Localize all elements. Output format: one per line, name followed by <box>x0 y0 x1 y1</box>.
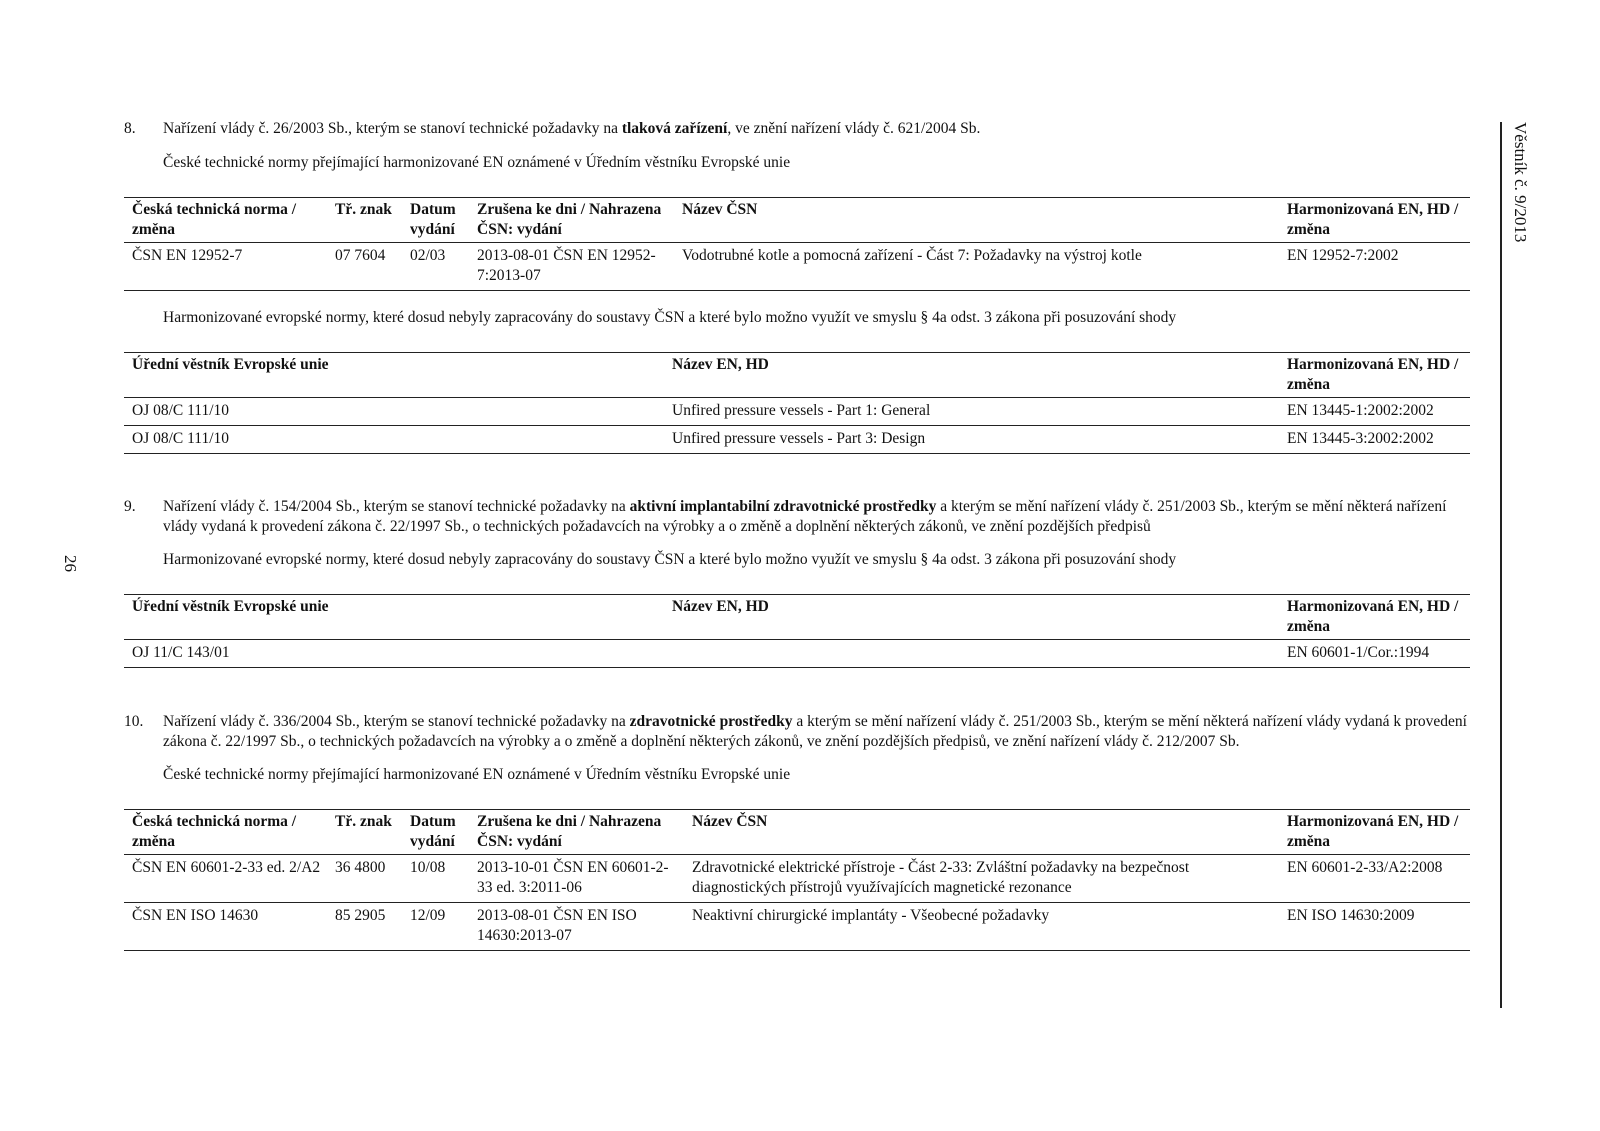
col-header-cancelled: Zrušena ke dni / Nahrazena ČSN: vydání <box>469 810 684 855</box>
table-row <box>124 426 1470 454</box>
cell-en-name: Unfired pressure vessels - Part 3: Design <box>664 426 1279 454</box>
section-8-text-pre: Nařízení vlády č. 26/2003 Sb., kterým se stanoví technické požadavky na <box>163 120 622 137</box>
cell-class: 07 7604 <box>327 243 402 291</box>
cell-harmonized: EN 60601-1/Cor.:1994 <box>1279 640 1470 668</box>
section-10-number: 10. <box>124 713 144 730</box>
cell-name: Vodotrubné kotle a pomocná zařízení - Část 7: Požadavky na výstroj kotle <box>674 243 1279 291</box>
section-9-number: 9. <box>124 498 136 515</box>
cell-journal: OJ 08/C 111/10 <box>124 398 664 426</box>
cell-name: Zdravotnické elektrické přístroje - Část 2-33: Zvláštní požadavky na bezpečnost diagnostických přístrojů využívajících magnetické rezonance <box>684 855 1279 903</box>
section-9-subheading-1: Harmonizované evropské normy, které dosud nebyly zapracovány do soustavy ČSN a které bylo možno využít ve smyslu § 4a odst. 3 zákona při posuzování shody <box>163 551 1177 568</box>
cell-en-name: Unfired pressure vessels - Part 1: General <box>664 398 1279 426</box>
col-header-cancelled: Zrušena ke dni / Nahrazena ČSN: vydání <box>469 198 674 243</box>
table-header-row <box>124 810 1470 855</box>
section-8-number: 8. <box>124 120 136 137</box>
cell-date: 12/09 <box>402 903 469 951</box>
section-8-heading <box>163 119 1473 139</box>
col-header-name: Název ČSN <box>674 198 1279 243</box>
table-header-row <box>124 198 1470 243</box>
section-9-text-bold: aktivní implantabilní zdravotnické prostředky <box>629 498 937 515</box>
section-9-text-post: a kterým se mění nařízení vlády č. 251/2003 Sb., kterým se mění některá nařízení vlády vydaná k provedení zákona č. 22/1997 Sb., o technických požadavcích na výrobky a o změně a doplnění některých zákonů, ve znění pozdějších předpisů <box>163 498 1447 535</box>
col-header-date: Datum vydání <box>402 810 469 855</box>
cell-class: 85 2905 <box>327 903 402 951</box>
col-header-journal: Úřední věstník Evropské unie <box>124 595 664 640</box>
col-header-norm: Česká technická norma / změna <box>124 810 327 855</box>
col-header-harmonized: Harmonizovaná EN, HD / změna <box>1279 810 1470 855</box>
cell-harmonized: EN 60601-2-33/A2:2008 <box>1279 855 1470 903</box>
section-8-text-bold: tlaková zařízení <box>621 120 728 137</box>
cell-harmonized: EN 12952-7:2002 <box>1279 243 1470 291</box>
section-8-text-post: , ve znění nařízení vlády č. 621/2004 Sb. <box>727 120 981 137</box>
section-10-text-post: a kterým se mění nařízení vlády č. 251/2003 Sb., kterým se mění některá nařízení vlády vydaná k provedení zákona č. 22/1997 Sb., o technických požadavcích na výrobky a o změně a doplnění některých zákonů, ve znění pozdějších předpisů, ve znění nařízení vlády č. 212/2007 Sb. <box>163 713 1467 750</box>
section-8-table-csn <box>124 197 1470 291</box>
table-row <box>124 855 1470 903</box>
section-10-text-pre: Nařízení vlády č. 336/2004 Sb., kterým se stanoví technické požadavky na <box>163 713 630 730</box>
bulletin-title: Věstník č. 9/2013 <box>1511 122 1530 243</box>
table-header-row <box>124 353 1470 398</box>
cell-class: 36 4800 <box>327 855 402 903</box>
cell-journal: OJ 08/C 111/10 <box>124 426 664 454</box>
cell-norm: ČSN EN 60601-2-33 ed. 2/A2 <box>124 855 327 903</box>
col-header-class: Tř. znak <box>327 810 402 855</box>
cell-norm: ČSN EN ISO 14630 <box>124 903 327 951</box>
page-number: 26 <box>61 555 80 572</box>
col-header-journal: Úřední věstník Evropské unie <box>124 353 664 398</box>
cell-harmonized: EN 13445-1:2002:2002 <box>1279 398 1470 426</box>
cell-cancelled: 2013-08-01 ČSN EN ISO 14630:2013-07 <box>469 903 684 951</box>
section-8-subheading-1: České technické normy přejímající harmonizované EN oznámené v Úředním věstníku Evropské unie <box>163 154 791 171</box>
cell-en-name <box>664 640 1279 668</box>
col-header-name: Název ČSN <box>684 810 1279 855</box>
section-8-table-oj <box>124 352 1470 454</box>
section-9-table-oj <box>124 594 1470 668</box>
section-10-heading <box>163 712 1473 752</box>
cell-date: 02/03 <box>402 243 469 291</box>
section-9-text-pre: Nařízení vlády č. 154/2004 Sb., kterým se stanoví technické požadavky na <box>163 498 630 515</box>
cell-harmonized: EN 13445-3:2002:2002 <box>1279 426 1470 454</box>
cell-cancelled: 2013-08-01 ČSN EN 12952-7:2013-07 <box>469 243 674 291</box>
table-row <box>124 903 1470 951</box>
right-divider <box>1500 122 1502 1008</box>
col-header-class: Tř. znak <box>327 198 402 243</box>
section-10-text-bold: zdravotnické prostředky <box>629 713 793 730</box>
col-header-harmonized: Harmonizovaná EN, HD / změna <box>1279 595 1470 640</box>
section-9-heading <box>163 497 1473 537</box>
cell-harmonized: EN ISO 14630:2009 <box>1279 903 1470 951</box>
table-row <box>124 640 1470 668</box>
col-header-norm: Česká technická norma / změna <box>124 198 327 243</box>
col-header-en-name: Název EN, HD <box>664 595 1279 640</box>
col-header-en-name: Název EN, HD <box>664 353 1279 398</box>
table-row <box>124 398 1470 426</box>
table-header-row <box>124 595 1470 640</box>
col-header-date: Datum vydání <box>402 198 469 243</box>
col-header-harmonized: Harmonizovaná EN, HD / změna <box>1279 198 1470 243</box>
cell-journal: OJ 11/C 143/01 <box>124 640 664 668</box>
cell-norm: ČSN EN 12952-7 <box>124 243 327 291</box>
section-10-subheading-1: České technické normy přejímající harmonizované EN oznámené v Úředním věstníku Evropské unie <box>163 766 791 783</box>
cell-name: Neaktivní chirurgické implantáty - Všeobecné požadavky <box>684 903 1279 951</box>
section-10-table-csn <box>124 809 1470 951</box>
table-row <box>124 243 1470 291</box>
section-8-subheading-2: Harmonizované evropské normy, které dosud nebyly zapracovány do soustavy ČSN a které bylo možno využít ve smyslu § 4a odst. 3 zákona při posuzování shody <box>163 309 1177 326</box>
cell-cancelled: 2013-10-01 ČSN EN 60601-2-33 ed. 3:2011-06 <box>469 855 684 903</box>
col-header-harmonized: Harmonizovaná EN, HD / změna <box>1279 353 1470 398</box>
cell-date: 10/08 <box>402 855 469 903</box>
